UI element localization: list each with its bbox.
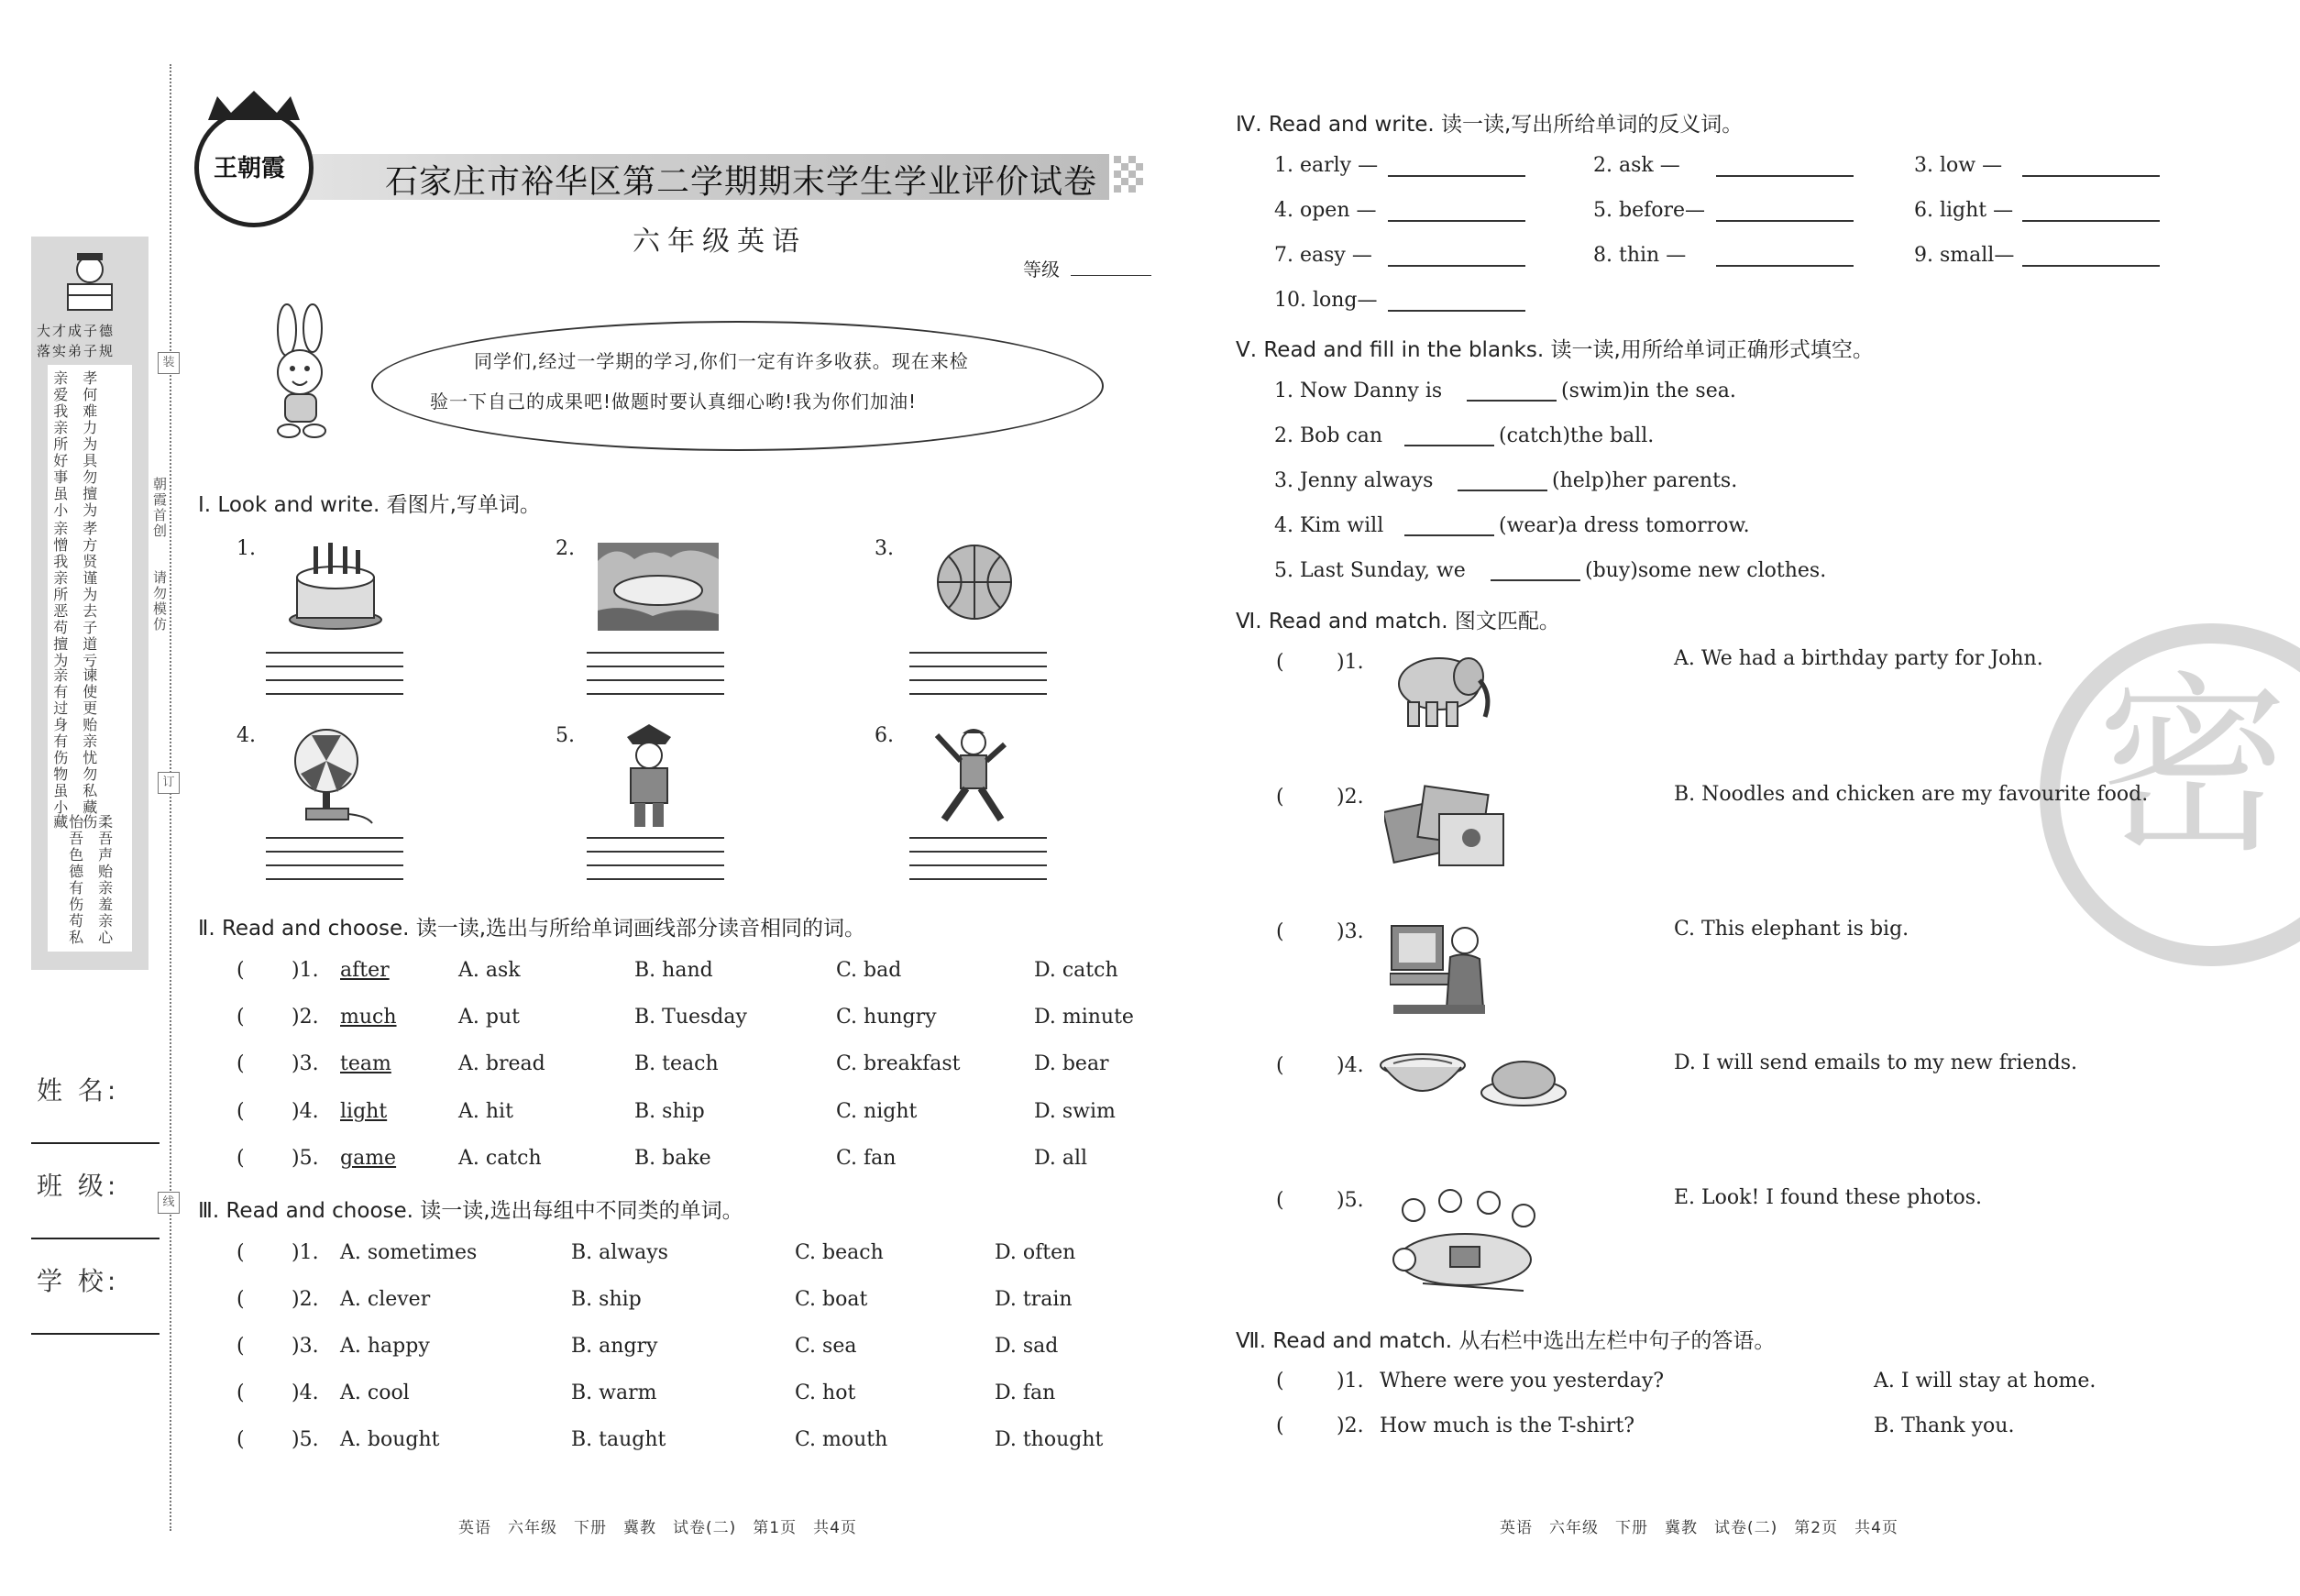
answer-line[interactable]	[587, 679, 724, 681]
antonym-item: 6. light —	[1914, 199, 2014, 222]
section-5-title: Ⅴ. Read and fill in the blanks. 读一读,用所给单词正确形式填空。	[1236, 338, 1874, 362]
match-sentence: A. We had a birthday party for John.	[1674, 647, 2043, 670]
option-b: B. angry	[571, 1335, 658, 1358]
option-d: D. sad	[995, 1335, 1059, 1358]
item-number: 5.	[556, 724, 575, 747]
grade-label: 等级	[1023, 259, 1060, 281]
answer-paren[interactable]: (	[237, 1335, 245, 1358]
answer-line[interactable]	[909, 666, 1047, 667]
fill-pre: 4. Kim will	[1274, 514, 1384, 537]
option-d: D. fan	[995, 1381, 1056, 1404]
key-word: much	[340, 1006, 397, 1029]
answer-paren[interactable]: (	[237, 1288, 245, 1311]
fill-post: (buy)some new clothes.	[1585, 559, 1827, 582]
answer-paren[interactable]: (	[1276, 1414, 1284, 1437]
class-field[interactable]	[31, 1238, 160, 1239]
answer-option: A. I will stay at home.	[1874, 1370, 2096, 1392]
checker-pattern	[1114, 156, 1150, 196]
answer-paren[interactable]: (	[1276, 1370, 1284, 1392]
fill-post: (catch)the ball.	[1499, 424, 1655, 447]
fill-post: (help)her parents.	[1552, 469, 1738, 492]
blank-field[interactable]	[1458, 490, 1547, 491]
fill-pre: 2. Bob can	[1274, 424, 1383, 447]
school-label: 学 校:	[37, 1266, 120, 1296]
option-a: A. cool	[340, 1381, 410, 1404]
answer-paren[interactable]: (	[1276, 786, 1284, 809]
binding-mark: 线	[158, 1192, 180, 1214]
option-d: D. all	[1034, 1147, 1088, 1170]
answer-line[interactable]	[266, 652, 403, 654]
option-a: A. ask	[458, 959, 521, 982]
answer-line[interactable]	[266, 851, 403, 853]
section-7-title: Ⅶ. Read and match. 从右栏中选出左栏中句子的答语。	[1236, 1329, 1776, 1353]
basketball-icon	[933, 541, 1016, 623]
encouragement-line: 验一下自己的成果吧!做题时要认真细心哟!我为你们加油!	[430, 391, 918, 413]
answer-paren[interactable]: (	[1276, 920, 1284, 943]
blank-field[interactable]	[1404, 534, 1494, 536]
answer-line[interactable]	[1388, 265, 1525, 267]
section-2-title: Ⅱ. Read and choose. 读一读,选出与所给单词画线部分读音相同的词。	[198, 917, 866, 941]
key-word: team	[340, 1052, 391, 1075]
antonym-item: 8. thin —	[1593, 244, 1687, 267]
option-a: A. catch	[458, 1147, 542, 1170]
section-4-title: Ⅳ. Read and write. 读一读,写出所给单词的反义词。	[1236, 113, 1744, 137]
option-d: D. often	[995, 1241, 1076, 1264]
match-sentence: D. I will send emails to my new friends.	[1674, 1051, 2077, 1074]
answer-line[interactable]	[266, 837, 403, 839]
option-b: B. bake	[634, 1147, 711, 1170]
answer-line[interactable]	[1716, 175, 1854, 177]
item-number: )1.	[1337, 651, 1364, 674]
class-label: 班 级:	[37, 1171, 120, 1201]
brand-logo	[194, 108, 314, 227]
binding-mark: 订	[158, 772, 180, 794]
binding-line	[170, 64, 171, 1531]
answer-line[interactable]	[587, 693, 724, 695]
photos-icon	[1384, 777, 1509, 869]
antonym-item: 7. easy —	[1274, 244, 1372, 267]
cake-icon	[284, 539, 387, 631]
option-c: C. sea	[795, 1335, 857, 1358]
option-c: C. fan	[836, 1147, 897, 1170]
answer-line[interactable]	[587, 878, 724, 880]
option-b: B. always	[571, 1241, 668, 1264]
option-a: A. hit	[458, 1100, 513, 1123]
item-number: )1.	[292, 1241, 319, 1264]
boy-stretching-icon	[931, 724, 1014, 827]
blank-field[interactable]	[1404, 445, 1494, 446]
antonym-item: 10. long—	[1274, 289, 1378, 312]
item-number: )2.	[292, 1288, 319, 1311]
fill-pre: 3. Jenny always	[1274, 469, 1434, 492]
answer-line[interactable]	[2022, 265, 2160, 267]
item-number: )5.	[292, 1428, 319, 1451]
computer-user-icon	[1390, 917, 1491, 1023]
fill-post: (swim)in the sea.	[1561, 380, 1736, 402]
crown-icon	[190, 87, 318, 124]
encouragement-bubble	[371, 321, 1104, 451]
side-note: 请勿模仿	[151, 570, 168, 633]
policeman-icon	[612, 721, 686, 831]
option-a: A. sometimes	[340, 1241, 478, 1264]
option-b: B. hand	[634, 959, 713, 982]
key-word: game	[340, 1147, 397, 1170]
answer-option: B. Thank you.	[1874, 1414, 2015, 1437]
key-word: light	[340, 1100, 388, 1123]
answer-line[interactable]	[909, 878, 1047, 880]
option-a: A. put	[458, 1006, 520, 1029]
answer-line[interactable]	[909, 837, 1047, 839]
item-number: )5.	[1337, 1189, 1364, 1212]
answer-paren[interactable]: (	[237, 1147, 245, 1170]
motto-columns	[48, 365, 132, 952]
answer-line[interactable]	[1388, 220, 1525, 222]
name-field[interactable]	[31, 1142, 160, 1144]
motto-col: 怡吾色德有伤苟私藏	[50, 814, 84, 946]
item-number: 4.	[237, 724, 256, 747]
item-number: 6.	[875, 724, 894, 747]
motto-col: 柔吾声贻亲羞亲心伤	[80, 814, 114, 946]
answer-line[interactable]	[266, 878, 403, 880]
option-d: D. thought	[995, 1428, 1104, 1451]
option-c: C. night	[836, 1100, 918, 1123]
item-number: 3.	[875, 537, 894, 560]
section-6-title: Ⅵ. Read and match. 图文匹配。	[1236, 610, 1560, 633]
answer-paren[interactable]: (	[237, 1006, 245, 1029]
item-number: )3.	[292, 1052, 319, 1075]
lake-icon	[598, 543, 719, 631]
logo-text: 王朝霞	[214, 155, 286, 182]
item-number: )1.	[292, 959, 319, 982]
answer-paren[interactable]: (	[1276, 1054, 1284, 1077]
option-c: C. hot	[795, 1381, 856, 1404]
option-b: B. ship	[634, 1100, 705, 1123]
answer-line[interactable]	[909, 652, 1047, 654]
item-number: )4.	[292, 1100, 319, 1123]
item-number: 2.	[556, 537, 575, 560]
key-word: after	[340, 959, 390, 982]
answer-line[interactable]	[1388, 310, 1525, 312]
answer-line[interactable]	[909, 693, 1047, 695]
answer-line[interactable]	[1716, 220, 1854, 222]
option-d: D. swim	[1034, 1100, 1116, 1123]
answer-line[interactable]	[909, 679, 1047, 681]
option-a: A. bought	[340, 1428, 440, 1451]
answer-line[interactable]	[1716, 265, 1854, 267]
option-c: C. hungry	[836, 1006, 937, 1029]
motto-header-2: 落实弟子规	[37, 343, 116, 359]
item-number: )4.	[292, 1381, 319, 1404]
fill-pre: 5. Last Sunday, we	[1274, 559, 1466, 582]
fill-pre: 1. Now Danny is	[1274, 380, 1443, 402]
answer-paren[interactable]: (	[1276, 1189, 1284, 1212]
item-number: 1.	[237, 537, 256, 560]
answer-paren[interactable]: (	[237, 1428, 245, 1451]
fan-icon	[284, 724, 376, 825]
party-children-icon	[1386, 1183, 1544, 1300]
match-sentence: E. Look! I found these photos.	[1674, 1186, 1982, 1209]
answer-line[interactable]	[2022, 175, 2160, 177]
motto-col: 亲爱我亲所好事虽小	[50, 370, 69, 519]
item-number: )2.	[1337, 786, 1364, 809]
option-b: B. teach	[634, 1052, 719, 1075]
item-number: )1.	[1337, 1370, 1364, 1392]
antonym-item: 5. before—	[1593, 199, 1706, 222]
answer-line[interactable]	[266, 666, 403, 667]
option-c: C. mouth	[795, 1428, 888, 1451]
rabbit-icon	[252, 303, 353, 445]
answer-line[interactable]	[587, 864, 724, 866]
match-sentence: C. This elephant is big.	[1674, 918, 1909, 941]
exam-subtitle: 六年级英语	[633, 226, 807, 258]
option-a: A. clever	[340, 1288, 431, 1311]
antonym-item: 2. ask —	[1593, 154, 1680, 177]
item-number: )2.	[292, 1006, 319, 1029]
antonym-item: 1. early —	[1274, 154, 1379, 177]
item-number: )4.	[1337, 1054, 1364, 1077]
section-3-title: Ⅲ. Read and choose. 读一读,选出每组中不同类的单词。	[198, 1199, 743, 1223]
answer-line[interactable]	[2022, 220, 2160, 222]
answer-line[interactable]	[266, 864, 403, 866]
answer-paren[interactable]: (	[1276, 651, 1284, 674]
item-number: )3.	[1337, 920, 1364, 943]
item-number: )3.	[292, 1335, 319, 1358]
side-note: 朝霞首创	[151, 477, 168, 539]
option-c: C. beach	[795, 1241, 884, 1264]
blank-field[interactable]	[1491, 579, 1580, 581]
page-footer: 英语 六年级 下册 冀教 试卷(二) 第1页 共4页	[458, 1519, 857, 1537]
match-sentence: B. Noodles and chicken are my favourite food.	[1674, 783, 2149, 806]
antonym-item: 9. small—	[1914, 244, 2015, 267]
question: Where were you yesterday?	[1380, 1370, 1665, 1392]
option-c: C. bad	[836, 959, 902, 982]
question: How much is the T-shirt?	[1380, 1414, 1635, 1437]
item-number: )2.	[1337, 1414, 1364, 1437]
option-d: D. minute	[1034, 1006, 1134, 1029]
motto-col: 亲有过身有伤物虽小	[50, 667, 69, 816]
option-b: B. taught	[571, 1428, 666, 1451]
fill-post: (wear)a dress tomorrow.	[1499, 514, 1750, 537]
scholar-icon	[59, 249, 121, 314]
noodles-chicken-icon	[1377, 1051, 1569, 1117]
option-b: B. ship	[571, 1288, 642, 1311]
antonym-item: 3. low —	[1914, 154, 2003, 177]
answer-paren[interactable]: (	[237, 1100, 245, 1123]
answer-line[interactable]	[587, 851, 724, 853]
item-number: )5.	[292, 1147, 319, 1170]
option-d: D. bear	[1034, 1052, 1109, 1075]
answer-paren[interactable]: (	[237, 1052, 245, 1075]
answer-line[interactable]	[587, 652, 724, 654]
section-1-title: Ⅰ. Look and write. 看图片,写单词。	[198, 493, 541, 517]
page-footer: 英语 六年级 下册 冀教 试卷(二) 第2页 共4页	[1500, 1519, 1898, 1537]
option-c: C. breakfast	[836, 1052, 961, 1075]
motto-col: 亲憎我亲所恶苟擅为	[50, 521, 69, 669]
option-b: B. Tuesday	[634, 1006, 747, 1029]
motto-panel	[31, 237, 149, 970]
motto-col: 孝何难力为具勿擅为	[80, 370, 98, 519]
answer-line[interactable]	[1388, 175, 1525, 177]
encouragement-line: 同学们,经过一学期的学习,你们一定有许多收获。现在来检	[474, 350, 969, 372]
answer-line[interactable]	[266, 679, 403, 681]
antonym-item: 4. open —	[1274, 199, 1377, 222]
answer-line[interactable]	[587, 666, 724, 667]
answer-line[interactable]	[909, 851, 1047, 853]
name-label: 姓 名:	[37, 1075, 120, 1106]
grade-field[interactable]	[1071, 275, 1151, 276]
answer-line[interactable]	[587, 837, 724, 839]
seal-text: 密	[2096, 655, 2290, 879]
answer-line[interactable]	[909, 864, 1047, 866]
motto-col: 孝方贤谨为去子道亏	[80, 521, 98, 669]
blank-field[interactable]	[1467, 400, 1557, 402]
answer-paren[interactable]: (	[237, 959, 245, 982]
answer-paren[interactable]: (	[237, 1241, 245, 1264]
answer-paren[interactable]: (	[237, 1381, 245, 1404]
option-b: B. warm	[571, 1381, 657, 1404]
binding-mark: 装	[158, 352, 180, 374]
exam-title: 石家庄市裕华区第二学期期末学生学业评价试卷	[385, 163, 1098, 201]
option-d: D. train	[995, 1288, 1073, 1311]
option-a: A. happy	[340, 1335, 430, 1358]
motto-col: 谏使更贻亲忧勿私藏	[80, 667, 98, 816]
option-c: C. boat	[795, 1288, 868, 1311]
option-d: D. catch	[1034, 959, 1118, 982]
answer-line[interactable]	[266, 693, 403, 695]
motto-header-1: 大才成子德	[37, 323, 116, 339]
option-a: A. bread	[458, 1052, 545, 1075]
elephant-icon	[1390, 649, 1500, 732]
school-field[interactable]	[31, 1333, 160, 1335]
